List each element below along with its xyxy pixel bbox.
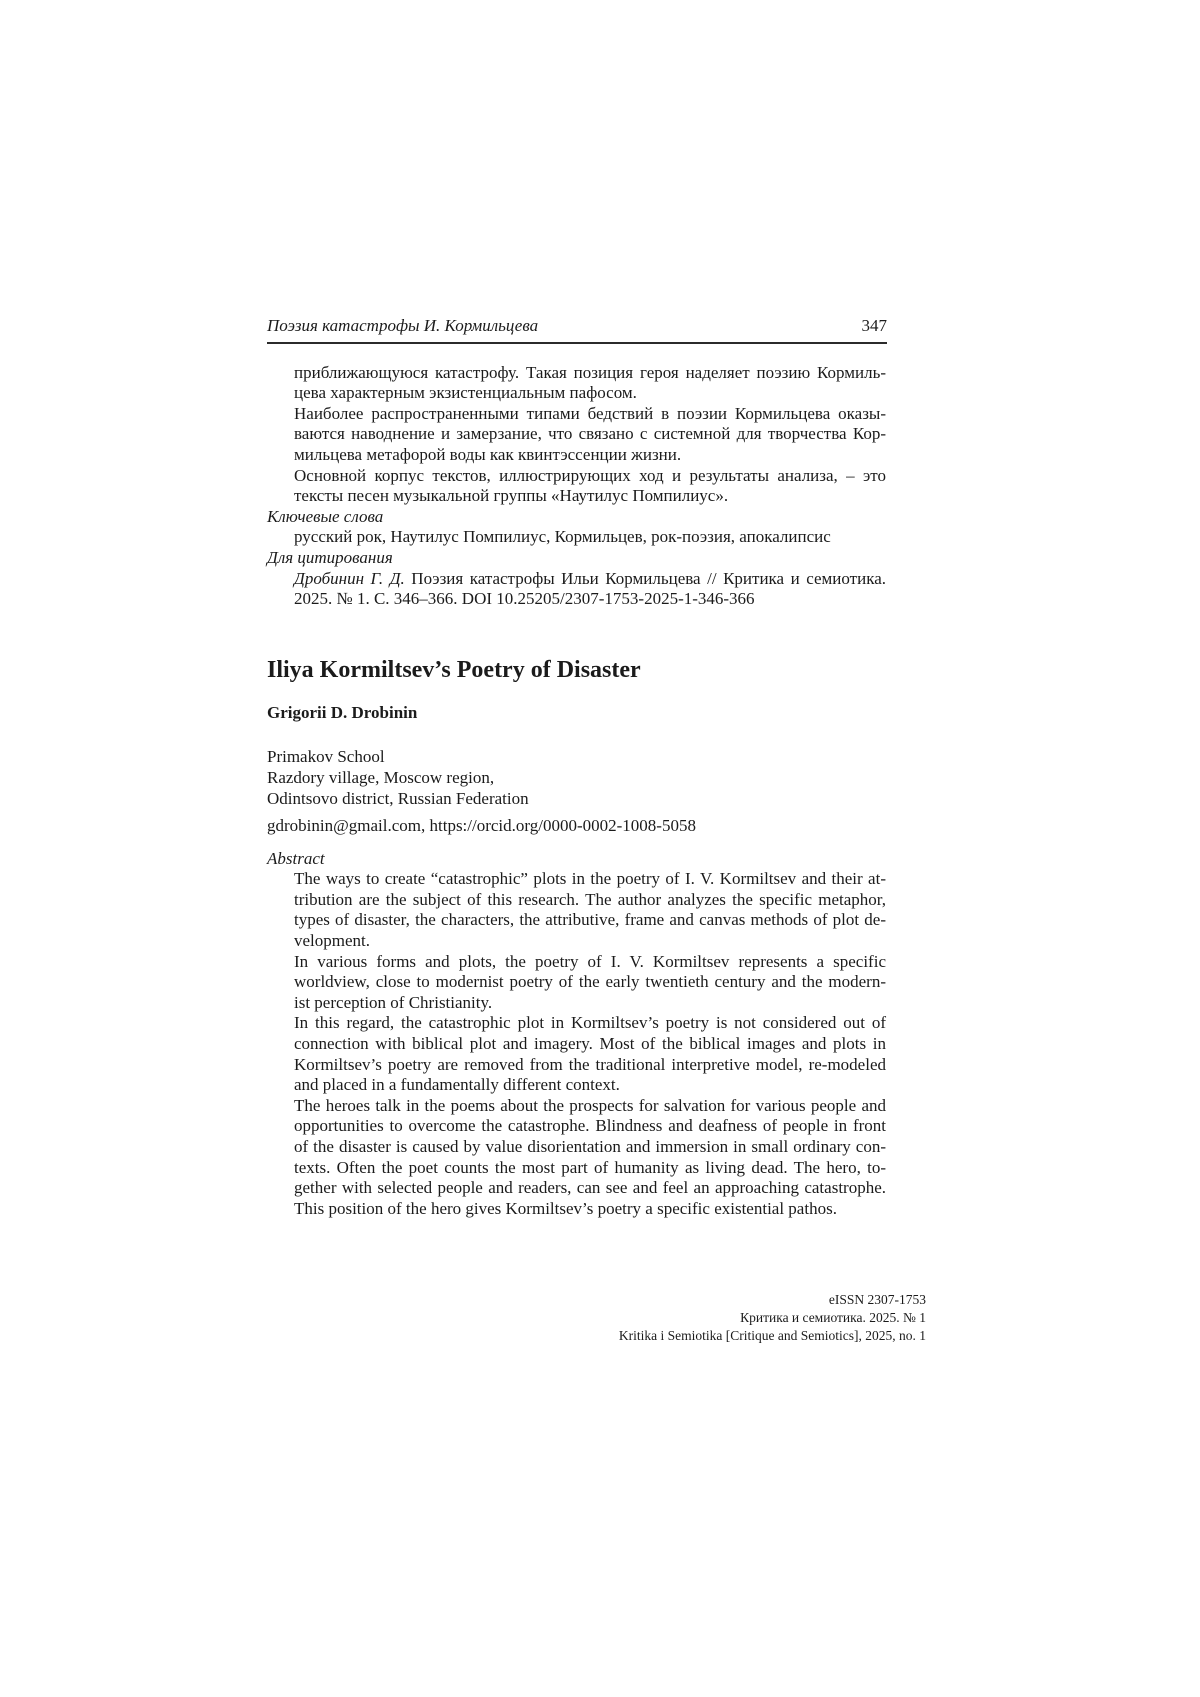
annotation-line: цева характерным экзистенциальным пафосом. bbox=[294, 383, 637, 403]
abstract-line: This position of the hero gives Kormiltsev’s poetry a specific existential pathos. bbox=[294, 1198, 837, 1218]
author-name: Grigorii D. Drobinin bbox=[267, 702, 418, 722]
abstract-line: The heroes talk in the poems about the prospects for salvation for various people and bbox=[294, 1095, 886, 1115]
abstract-line: ist perception of Christianity. bbox=[294, 992, 493, 1012]
russian-annotation-paragraphs bbox=[294, 363, 886, 507]
abstract-line: In various forms and plots, the poetry of I. V. Kormiltsev represents a specific bbox=[294, 951, 886, 971]
abstract-block bbox=[294, 869, 886, 1219]
affiliation-line: Primakov School bbox=[267, 747, 385, 767]
abstract-line: types of disaster, the characters, the attributive, frame and canvas methods of plot de- bbox=[294, 910, 886, 930]
citation-line bbox=[294, 569, 886, 590]
annotation-line: мильцева метафорой воды как квинтэссенции жизни. bbox=[294, 444, 682, 464]
abstract-line: velopment. bbox=[294, 931, 371, 951]
page-number: 347 bbox=[861, 316, 887, 335]
keywords-label: Ключевые слова bbox=[267, 506, 384, 526]
keywords-text: русский рок, Наутилус Помпилиус, Кормильцев, рок-поэзия, апокалипсис bbox=[294, 527, 831, 547]
annotation-line: приближающуюся катастрофу. Такая позиция героя наделяет поэзию Кормиль- bbox=[294, 362, 886, 382]
citation-entry bbox=[294, 569, 886, 610]
citation-text: Поэзия катастрофы Ильи Кормильцева // Критика и семиотика. bbox=[404, 568, 886, 588]
abstract-label: Abstract bbox=[267, 848, 325, 868]
annotation-line: Наиболее распространенными типами бедствий в поэзии Кормильцева оказы- bbox=[294, 403, 886, 423]
abstract-line: and placed in a fundamentally different context. bbox=[294, 1075, 620, 1095]
citation-author: Дробинин Г. Д. bbox=[294, 568, 405, 588]
affiliation-block bbox=[267, 747, 887, 809]
abstract-line: In this regard, the catastrophic plot in Kormiltsev’s poetry is not considered out of bbox=[294, 1013, 886, 1033]
affiliation-line: Razdory village, Moscow region, bbox=[267, 767, 495, 787]
annotation-line: ваются наводнение и замерзание, что связано с системной для творчества Кор- bbox=[294, 424, 886, 444]
abstract-line: Kormiltsev’s poetry are removed from the traditional interpretive model, re-modeled bbox=[294, 1054, 886, 1074]
annotation-line: тексты песен музыкальной группы «Наутилус Помпилиус». bbox=[294, 486, 729, 506]
abstract-line: connection with biblical plot and imagery. Most of the biblical images and plots in bbox=[294, 1034, 886, 1054]
citation-line: 2025. № 1. С. 346–366. DOI 10.25205/2307-1753-2025-1-346-366 bbox=[294, 589, 755, 609]
citation-label: Для цитирования bbox=[267, 547, 393, 567]
abstract-line: worldview, close to modernist poetry of the early twentieth century and the modern- bbox=[294, 972, 886, 992]
running-header bbox=[267, 316, 887, 344]
contact-line: gdrobinin@gmail.com, https://orcid.org/0000-0002-1008-5058 bbox=[267, 816, 696, 836]
article-title-english: Iliya Kormiltsev’s Poetry of Disaster bbox=[267, 656, 641, 683]
russian-annotation-block bbox=[267, 363, 887, 610]
abstract-line: tribution are the subject of this research. The author analyzes the specific metaphor, bbox=[294, 889, 886, 909]
imprint-line-eissn: eISSN 2307-1753 bbox=[828, 1292, 926, 1308]
affiliation-line: Odintsovo district, Russian Federation bbox=[267, 788, 529, 808]
abstract-line: gether with selected people and readers, can see and feel an approaching catastrophe. bbox=[294, 1178, 886, 1198]
running-title: Поэзия катастрофы И. Кормильцева bbox=[267, 316, 539, 335]
abstract-line: of the disaster is caused by value disorientation and immersion in small ordinary con- bbox=[294, 1137, 886, 1156]
journal-imprint bbox=[267, 1291, 926, 1345]
abstract-line: texts. Often the poet counts the most part of humanity as living dead. The hero, to- bbox=[294, 1157, 886, 1177]
annotation-line: Основной корпус текстов, иллюстрирующих ход и результаты анализа, – это bbox=[294, 465, 886, 485]
abstract-line: The ways to create “catastrophic” plots in the poetry of I. V. Kormiltsev and their at- bbox=[294, 869, 886, 889]
imprint-line-ru: Критика и семиотика. 2025. № 1 bbox=[740, 1310, 926, 1326]
imprint-line-en: Kritika i Semiotika [Critique and Semiotics], 2025, no. 1 bbox=[618, 1328, 926, 1344]
abstract-line: opportunities to overcome the catastrophe. Blindness and deafness of people in front bbox=[294, 1116, 886, 1136]
